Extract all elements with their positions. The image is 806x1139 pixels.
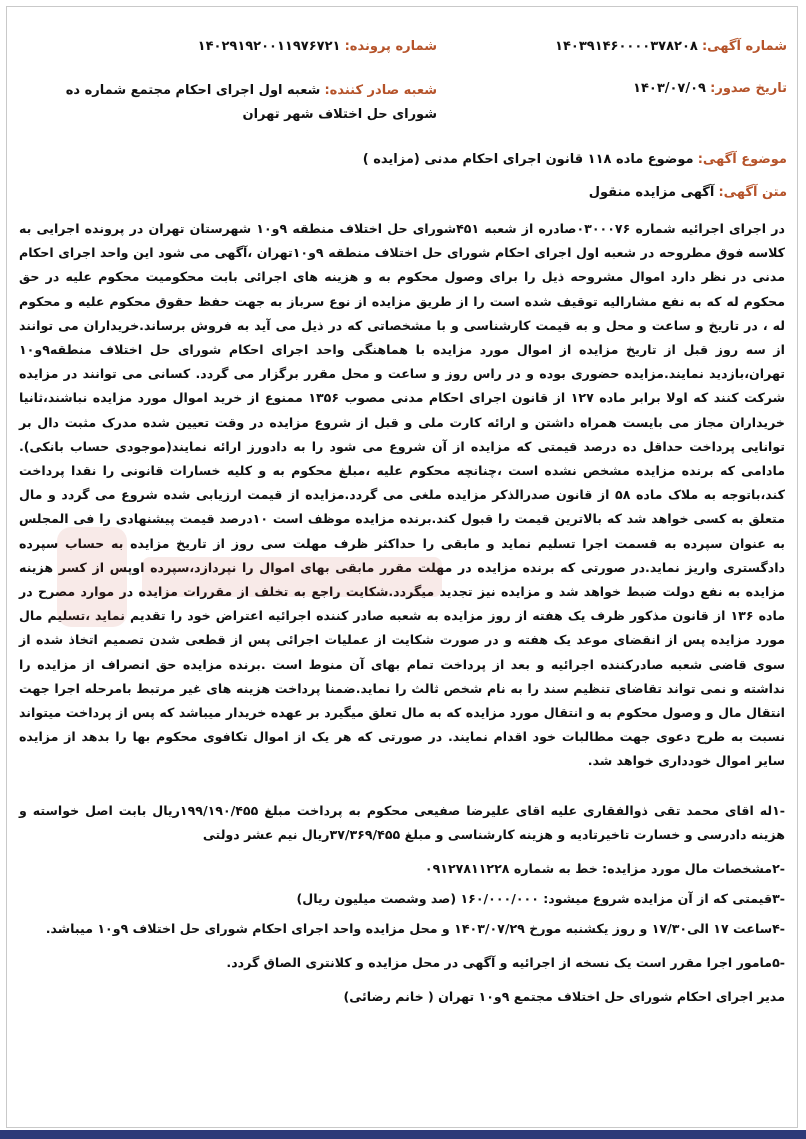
issuing-branch-label: شعبه صادر کننده: [324,83,437,98]
case-number-label: شماره پرونده: [344,39,437,54]
notice-page [6,6,798,1128]
text-title: آگهی مزایده منقول [588,185,715,200]
body-paragraph: در اجرای اجرائیه شماره ۰۳۰۰۰۷۶صادره از شعبه ۴۵۱شورای حل اختلاف منطقه ۹و۱۰ شهرستان تهران در پرونده اجرایی به کلاسه فوق مطروحه در شعبه اول اجرای احکام شورای حل اختلاف منطقه ۹و۱۰تهران ،آگهی می شود این واحد اجرای احکام مدنی در نظر دارد اموال مشروحه ذیل را برای وصول محکوم به و هزینه های اجرائی بابت محکومیت محکوم علیه در حق محکوم له که به نفع مشارالیه توقیف شده است را از طریق مزایده از نوع سرباز به جهت حفظ حقوق محکوم علیه و محکوم له ، در تاریخ و ساعت و محل و به قیمت کارشناسی و با مشخصاتی که در ذیل می آید به فروش برساند.خریداران می توانند از سه روز قبل از تاریخ مزایده از اموال مورد مزایده با هماهنگی واحد اجرای احکام شورای حل اختلاف منطقه۹و۱۰ تهران،بازدید نمایند.مزایده حضوری بوده و در راس روز و ساعت و محل مقرر برگزار می گردد. کسانی می توانند در مزایده شرکت کنند که اولا برابر ماده ۱۲۷ از قانون اجرای احکام مدنی مصوب ۱۳۵۶ ممنوع از خرید اموال مورد مزایده نباشند،ثانیا خریداران مجاز می بایست همراه داشتن و ارائه کارت ملی و قبل از شروع مزایده در وقت تعیین شده مدرک مثبت دال بر توانایی پرداخت حداقل ده درصد قیمتی که مزایده از آن شروع می شود را به دادورز ارائه نمایند(موجودی حساب بانکی). مادامی که برنده مزایده مشخص نشده است ،چنانچه محکوم علیه ،مبلغ محکوم به و کلیه خسارات قانونی را نقدا پرداخت کند،باتوجه به ملاک ماده ۵۸ از قانون صدرالذکر مزایده ملغی می گردد.مزایده از قیمت ارزیابی شده شروع می گردد و مال متعلق به کسی خواهد شد که بالاترین قیمت را قبول کند.برنده مزایده موظف است ۱۰درصد قیمت پیشنهادی را فی المجلس به عنوان سپرده به قسمت اجرا تسلیم نماید و مابقی را حداکثر ظرف مهلت سی روز از تاریخ مزایده به حساب سپرده دادگستری واریز نماید.در صورتی که برنده مزایده در مهلت مقرر مابقی بهای اموال را نپردازد،سپرده اوپس از کسر هزینه مزایده به نفع دولت ضبط خواهد شد و مزایده نیز تجدید میگردد.شکایت راجع به تخلف از مقررات مزایده در موارد مصرح در ماده ۱۳۶ از قانون مذکور ظرف یک هفته از روز مزایده به شعبه صادر کننده اجرائیه اعتراض خود را تقدیم نماید ،تسلیم مال مورد مزایده پس از انقضای موعد یک هفته و در صورت شکایت از عملیات اجرائی پس از قطعی شدن تصمیم اتخاذ شده از سوی قاضی شعبه صادرکننده اجرائیه و بعد از پرداخت تمام بهای آن منوط است .برنده مزایده حق انصراف از مزایده را نداشته و نمی تواند تقاضای تنظیم سند را به نام شخص ثالث را نماید.ضمنا پرداخت هزینه های غیر مرتبط بامرحله اجرا جهت انتقال مال و وصول محکوم به و انتقال مورد مزایده که به مال تعلق میگیرد بر عهده خریدار میباشد که پس از پرداخت میتواند نسبت به طرح دعوی جهت مطالبات خود اقدام نمایند. در صورتی که هر یک از اموال تکافوی محکوم بها را بدهد از مزایده سایر اموال خودداری خواهد شد. [19,221,786,769]
ad-number-row [555,37,787,57]
ad-number-value: ۱۴۰۳۹۱۴۶۰۰۰۰۳۷۸۲۰۸ [555,39,698,54]
list-item: -۲مشخصات مال مورد مزایده: خط به شماره ۰۹۱۲۷۸۱۱۲۲۸ [424,861,785,876]
case-number-value: ۱۴۰۲۹۱۹۲۰۰۱۱۹۷۶۷۲۱ [197,39,341,54]
subject-value: موضوع ماده ۱۱۸ قانون اجرای احکام مدنی (مزایده ) [362,152,694,167]
list-item: -۵مامور اجرا مقرر است یک نسخه از اجرائیه و آگهی در محل مزایده و کلانتری الصاق گردد. [226,955,785,970]
signature: مدیر اجرای احکام شورای حل اختلاف مجتمع ۹و۱۰ تهران ( خانم رضائی) [343,989,785,1004]
list-item: -۴ساعت ۱۷ الی۱۷/۳۰ و روز یکشنبه مورخ ۱۴۰۳/۰۷/۲۹ و محل مزایده واحد اجرای احکام شورای حل اختلاف ۹و۱۰ میباشد. [45,921,785,936]
case-number-row [198,37,437,57]
items-list [19,799,785,1009]
subject-label: موضوع آگهی: [697,152,787,167]
issue-date-row [633,79,787,99]
notice-body [19,217,785,774]
issuing-branch-row [17,79,437,127]
list-item: -۳قیمتی که از آن مزایده شروع میشود: ۱۶۰/۰۰۰/۰۰۰ (صد وشصت میلیون ریال) [296,891,785,906]
ad-number-label: شماره آگهی: [701,39,787,54]
issue-date-label: تاریخ صدور: [710,81,787,96]
issue-date-value: ۱۴۰۳/۰۷/۰۹ [633,81,706,96]
list-item: -۱له اقای محمد تقی ذوالفقاری علیه اقای علیرضا صفیعی محکوم به پرداخت مبلغ ۱۹۹/۱۹۰/۴۵۵ریال بابت اصل خواسته و هزینه دادرسی و خسارت تاخیرتادیه و هزینه کارشناسی و مبلغ ۳۷/۳۶۹/۴۵۵ریال نیم عشر دولتی [19,803,785,842]
text-header-row [589,183,787,203]
subject-row [363,150,787,170]
issuing-branch-value: شعبه اول اجرای احکام مجتمع شماره ده شورای حل اختلاف شهر تهران [65,83,437,122]
bottom-bar [0,1130,806,1139]
text-label: متن آگهی: [718,185,787,200]
